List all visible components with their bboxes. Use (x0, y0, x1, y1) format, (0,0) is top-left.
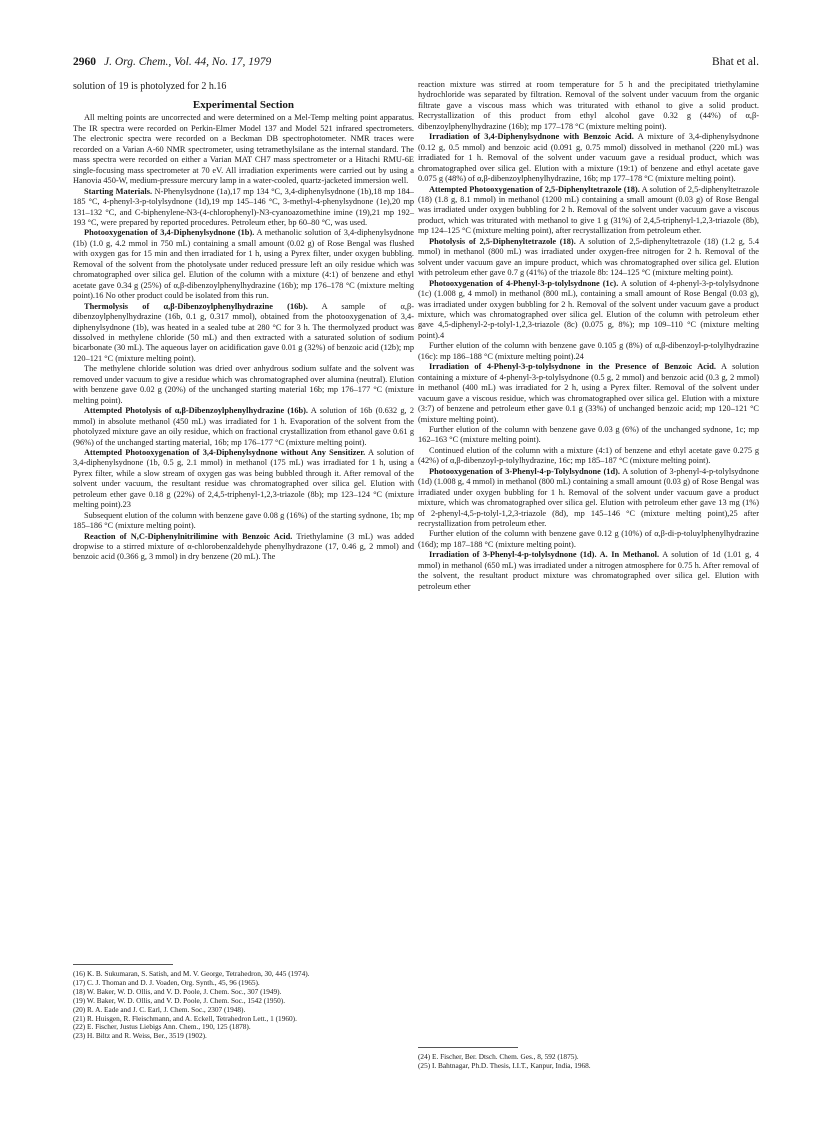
footnote: (17) C. J. Thoman and D. J. Voaden, Org. Synth., 45, 96 (1965). (73, 977, 260, 987)
paragraph-text: A solution of 2,5-diphenyltetrazole (18) (1.8 g, 8.1 mmol) in methanol (1200 mL) containing a small amount (0.03 g) of Rose Bengal was irradiated under oxygen bubbling for 2 h. Removal of the solvent under vacuum gave a viscous product, which was triturated with methanol to give 1 g (31%) of 2,4,5-triphenyl-1,2,3-triazole (8b), mp 124–125 °C (mixture melting point), after recrystallization from petroleum ether. (418, 184, 759, 236)
footnote: (20) R. A. Eade and J. C. Earl, J. Chem. Soc., 2307 (1948). (73, 1004, 246, 1014)
paragraph-text: The methylene chloride solution was dried over anhydrous sodium sulfate and the solvent was removed under vacuum to give a residue which was chromatographed over alumina (neutral). Elution with benzene gave 0.02 g (20%) of the unchanged starting material 16b; mp 176–177 °C (mixture melting point). (73, 364, 414, 405)
lead-sentence: solution of 19 is photolyzed for 2 h.16 (73, 81, 227, 92)
header-left (73, 56, 271, 68)
paragraph-text: A sample of α,β-dibenzoylphenylhydrazine (16b, 0.1 g, 0.317 mmol), obtained from the photooxygenation of 3,4-diphenylsydnone (1b), was heated in a sealed tube at 280 °C for 3 h. The thermolyzed product was dissolved in methylene chloride (50 mL) and then extracted with a saturated solution of sodium bicarbonate (30 mL). The aqueous layer on acidification gave 0.01 g (32%) of benzoic acid (12b); mp 120–121 °C (mixture melting point). (73, 301, 414, 363)
paragraph (418, 185, 759, 237)
subsection-heading: Thermolysis of α,β-Dibenzoylphenylhydrazine (16b). (84, 301, 308, 311)
paragraph-text: A solution of 1d (1.01 g, 4 mmol) in methanol (650 mL) was irradiated under a nitrogen atmosphere for 0.75 h. After removal of the solvent, the resultant product mixture was chromatographed over silica gel. Elution with petroleum ether (418, 550, 759, 591)
footnote: (19) W. Baker, W. D. Ollis, and V. D. Poole, J. Chem. Soc., 1542 (1950). (73, 995, 286, 1005)
paragraph-text: Subsequent elution of the column with benzene gave 0.08 g (16%) of the starting sydnone, 1b; mp 185–186 °C (mixture melting point). (73, 510, 414, 531)
paragraph-text: A solution of 4-phenyl-3-p-tolylsydnone (1c) (1.008 g, 4 mmol) in methanol (800 mL), containing a small amount of Rose Bengal (0.03 g), was irradiated under oxygen bubbling for 2 h. Removal of the solvent under vacuum gave a product mixture, which was chromatographed over silica gel. Elution of the column with petroleum ether gave 4,5-diphenyl-2-p-tolyl-1,2,3-triazole (8c) (0.075 g, 8%); mp 109–110 °C (mixture melting point).4 (418, 278, 760, 340)
paragraph (418, 425, 759, 446)
subsection-heading: Photooxygenation of 3,4-Diphenylsydnone (1b). (84, 228, 255, 238)
paragraph-text: Further elution of the column with benzene gave 0.03 g (6%) of the unchanged sydnone, 1c; mp 162–163 °C (mixture melting point). (418, 424, 759, 445)
paragraph (73, 302, 414, 365)
subsection-heading: Attempted Photooxygenation of 2,5-Diphenyltetrazole (18). (429, 184, 640, 194)
footnote: (24) E. Fischer, Ber. Dtsch. Chem. Ges., 8, 592 (1875). (418, 1052, 579, 1061)
subsection-heading: Attempted Photolysis of α,β-Dibenzoylphenylhydrazine (16b). (84, 406, 309, 416)
journal-citation: J. Org. Chem., Vol. 44, No. 17, 1979 (104, 56, 272, 68)
subsection-heading: Reaction of N,C-Diphenylnitrilimine with Benzoic Acid. (84, 531, 293, 541)
paragraph (73, 511, 414, 532)
paragraph (73, 187, 414, 229)
paragraph (418, 446, 759, 467)
section-title: Experimental Section (192, 99, 295, 111)
footnotes-left (73, 964, 414, 1041)
paragraph (73, 364, 414, 406)
paragraph (418, 237, 759, 279)
paragraph-text: Continued elution of the column with a mixture (4:1) of benzene and ethyl acetate gave 0.275 g (42%) of α,β-dibenzoyl-p-tolylhydrazine, 16c; mp 185–187 °C (mixture melting point). (418, 445, 759, 466)
paragraph-text: Triethylamine (3 mL) was added dropwise to a stirred mixture of α-chlorobenzaldehyde phenylhydrazone (17, 0.46 g, 2 mmol) and benzoic acid (0.366 g, 3 mmol) in dry benzene (20 mL). The (73, 531, 415, 562)
paragraph-text: Further elution of the column with benzene gave 0.12 g (10%) of α,β-di-p-toluylphenylhydrazine (16d); mp 187–188 °C (mixture melting point). (418, 529, 759, 549)
paragraph (73, 448, 414, 511)
page-header (73, 56, 759, 72)
subsection-heading: Photolysis of 2,5-Diphenyltetrazole (18). (429, 236, 576, 246)
subsection-heading: Irradiation of 3,4-Diphenylsydnone with Benzoic Acid. (429, 132, 634, 142)
paragraph (418, 362, 759, 425)
paragraph (73, 113, 414, 186)
subsection-heading: Starting Materials. (84, 186, 153, 196)
left-column (73, 80, 414, 563)
footnote: (21) R. Huisgen, R. Fleischmann, and A. Eckell, Tetrahedron Lett., 1 (1960). (73, 1013, 297, 1023)
paragraph (73, 532, 414, 563)
paragraph (73, 228, 414, 301)
paragraph (73, 406, 414, 448)
paragraph-text: A solution of 16b (0.632 g, 2 mmol) in absolute methanol (450 mL) was irradiated for 1 h. Evaporation of the solvent from the photolyzed mixture gave an oily residue, which on fractional crystallization from ethanol gave 0.61 g (96%) of the unchanged starting material, 16b; mp 176–177 °C (mixture melting point). (73, 406, 414, 447)
paragraph (418, 132, 759, 184)
right-column (418, 80, 759, 592)
paragraph-text: A solution of 3,4-diphenylsydnone (1b, 0.5 g, 2.1 mmol) in methanol (175 mL) was irradiated for 1 h, using a Pyrex filter, while a slow stream of oxygen gas was being bubbled through it. After removal of the solvent under vacuum, the resultant residue was chromatographed over silica gel. Elution with petroleum ether gave 0.18 g (22%) of 2,4,5-triphenyl-1,2,3-triazole (8b); mp 123–124 °C (mixture melting point).23 (73, 447, 414, 510)
subsection-heading: Attempted Photooxygenation of 3,4-Diphenylsydnone without Any Sensitizer. (84, 447, 366, 457)
footnotes-right (418, 1047, 759, 1071)
paragraph-text: Further elution of the column with benzene gave 0.105 g (8%) of α,β-dibenzoyl-p-tolylhydrazine (16c): mp 186–188 °C (mixture melting point).24 (418, 341, 759, 361)
paragraph-text: A methanolic solution of 3,4-diphenylsydnone (1b) (1.0 g, 4.2 mmol in 750 mL) containing a small amount (0.02 g) of Rose Bengal was flushed with oxygen gas for 15 min and then irradiated for 1 h, using a Pyrex filter, under oxygen bubbling. Removal of the solvent from the photolysate under reduced pressure left an oily residue which was chromatographed over silica gel. Elution of the column with a mixture (4:1) of benzene and ethyl acetate gave 0.34 g (25%) of α,β-dibenzoylphenylhydrazine (16b); mp 176–178 °C (mixture melting point).16 No other product could be isolated from this run. (73, 228, 414, 301)
header-authors: Bhat et al. (712, 56, 759, 68)
footnote: (25) I. Bahtnagar, Ph.D. Thesis, I.I.T., Kanpur, India, 1968. (418, 1060, 591, 1070)
footnote-rule (418, 1047, 518, 1048)
footnote-rule (73, 964, 173, 965)
paragraph-text: All melting points are uncorrected and were determined on a Mel-Temp melting point apparatus. The IR spectra were recorded on Perkin-Elmer Model 137 and Model 521 infrared spectrometers. The electronic spectra were recorded on a Beckman DB spectrophotometer. NMR traces were recorded on a Varian A-60 NMR spectrometer, using tetramethylsilane as the internal standard. The mass spectra were recorded on either a Varian MAT CH7 mass spectrometer or a Hitachi RMU-6E single-focusing mass spectrometer at 70 eV. All irradiation experiments were carried out by using a Hanovia 450-W, medium-pressure mercury lamp in a water-cooled, quartz-jacketed immersion well. (73, 113, 414, 186)
paragraph (418, 467, 759, 530)
paragraph-text: A solution containing a mixture of 4-phenyl-3-p-tolylsydnone (0.5 g, 2 mmol) and benzoic acid (0.3 g, 2 mmol) in methanol (400 mL) was irradiated for 2 h, using a Pyrex filter. Removal of the solvent under vacuum gave a viscous residue, which was chromatographed over silica gel. Elution with a mixture (3:7) of benzene and petroleum ether gave 0.1 g (33%) of unchanged benzoic acid; mp 120–121 °C (mixture melting point). (418, 362, 759, 424)
footnote: (23) H. Biltz and R. Weiss, Ber., 3519 (1902). (73, 1031, 207, 1041)
paragraph-text: reaction mixture was stirred at room temperature for 5 h and the precipitated triethylamine hydrochloride was separated by filtration. Removal of the solvent under vacuum from the organic filtrate gave a viscous mass which was triturated with ethanol to give a solid product. Recrystallization of this product from ethyl alcohol gave 0.32 g (44%) of α,β-dibenzoylphenylhydrazine (16b); mp 177–178 °C (mixture melting point). (418, 80, 759, 131)
paragraph (418, 341, 759, 362)
paragraph-text: A mixture of 3,4-diphenylsydnone (0.12 g, 0.5 mmol) and benzoic acid (0.091 g, 0.75 mmol) dissolved in methanol (220 mL) was irradiated for 1 h. Removal of the solvent under vacuum gave a residual product, which was chromatographed over silica gel. Elution with a mixture (19:1) of benzene and ethyl acetate gave 0.075 g (48%) of α,β-dibenzoylphenylhydrazine, 16b; mp 177–178 °C (mixture melting point). (418, 132, 759, 184)
footnote: (18) W. Baker, W. D. Ollis, and V. D. Poole, J. Chem. Soc., 307 (1949). (73, 986, 282, 996)
paragraph (418, 529, 759, 550)
paragraph (418, 80, 759, 132)
paragraph-text: A solution of 2,5-diphenyltetrazole (18) (1.2 g, 5.4 mmol) in methanol (800 mL) was irradiated under oxygen-free nitrogen for 2 h. Removal of the solvent under vacuum gave an impure product, which was chromatographed over silica gel. Elution with petroleum ether gave 0.7 g (41%) of the triazole 8b: 124–125 °C (mixture melting point). (418, 236, 759, 278)
subsection-heading: Photooxygenation of 3-Phenyl-4-p-Tolylsydnone (1d). (429, 466, 620, 476)
paragraph (418, 279, 759, 342)
paragraph (418, 550, 759, 592)
footnote: (16) K. B. Sukumaran, S. Satish, and M. V. George, Tetrahedron, 30, 445 (1974). (73, 969, 310, 978)
subsection-heading: Irradiation of 4-Phenyl-3-p-tolylsydnone in the Presence of Benzoic Acid. (429, 362, 716, 372)
footnote: (22) E. Fischer, Justus Liebigs Ann. Chem., 190, 125 (1878). (73, 1022, 251, 1032)
paragraph-text: A solution of 3-phenyl-4-p-tolylsydnone (1d) (1.008 g, 4 mmol) in methanol (800 mL) containing a small amount (0.03 g) of Rose Bengal was irradiated under oxygen bubbling for 1 h. Removal of the solvent under vacuum gave a product mixture, which was chromatographed over silica gel. Elution with petroleum ether gave 13 mg (1%) of 2-phenyl-4,5-p-tolyl-1,2,3-triazole (8d), mp 145–146 °C (mixture melting point),25 after recrystallization from petroleum ether. (418, 466, 759, 529)
subsection-heading: Photooxygenation of 4-Phenyl-3-p-tolylsydnone (1c). (429, 278, 619, 288)
subsection-heading: Irradiation of 3-Phenyl-4-p-tolylsydnone (1d). A. In Methanol. (429, 550, 660, 560)
paragraph-text: N-Phenylsydnone (1a),17 mp 134 °C, 3,4-diphenylsydnone (1b),18 mp 184–185 °C, 4-phenyl-3-p-tolylsydnone (1d),19 mp 145–146 °C, 3-methyl-4-phenylsydnone (1e),20 mp 131–132 °C, and C-biphenylene-N3-(4-chlorophenyl)-N3-cyanoazomethine imine (19),21 mp 192–193 °C, were prepared by reported procedures. Petroleum ether, bp 60–80 °C, was used. (73, 186, 414, 227)
page-number: 2960 (73, 56, 96, 68)
